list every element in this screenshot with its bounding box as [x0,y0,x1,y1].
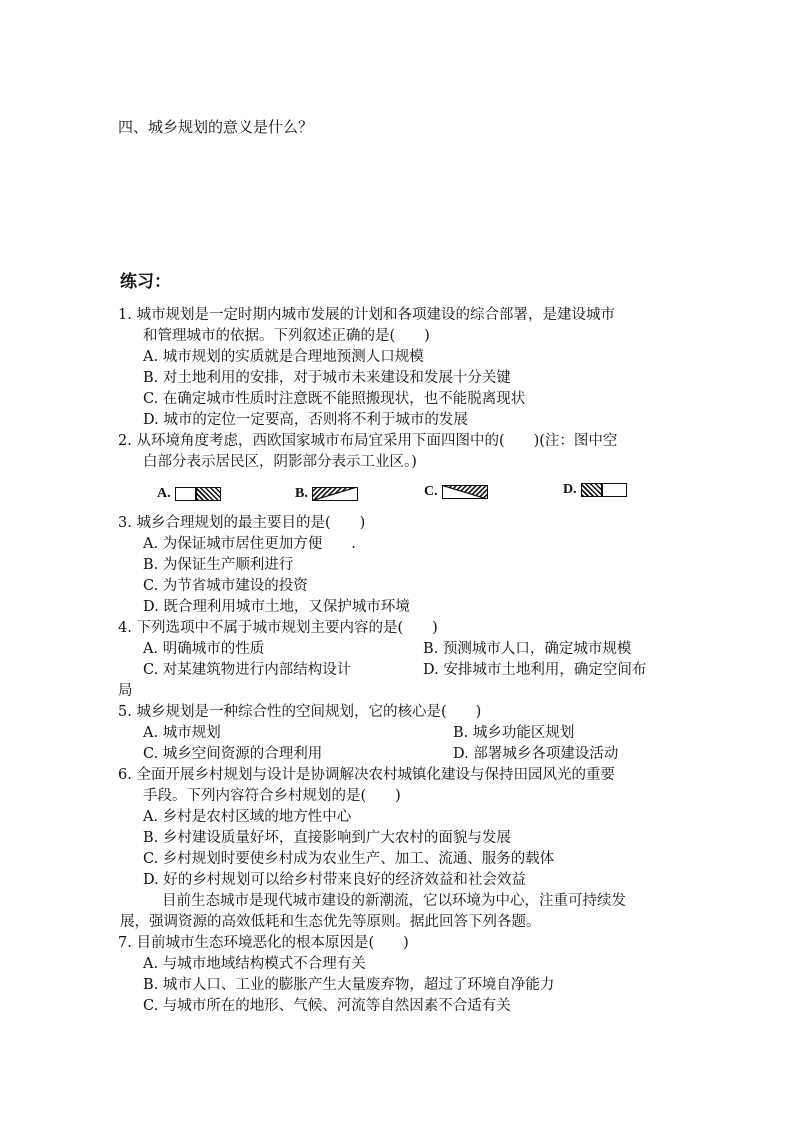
diagram-b-label: B. [295,486,308,501]
passage-line2: 展，强调资源的高效低耗和生态优先等原则。据此回答下列各题。 [120,914,541,930]
q1-option-d: D. 城市的定位一定要高，否则将不利于城市的发展 [143,412,468,428]
q7-option-a: A. 与城市地域结构模式不合理有关 [143,956,366,972]
q2-stem-line1: 2. 从环境角度考虑，西欧国家城市布局宜采用下面四图中的( )(注：图中空 [118,433,618,449]
q4-option-c: C. 对某建筑物进行内部结构设计 [143,662,352,678]
q1-option-a: A. 城市规划的实质就是合理地预测人口规模 [143,349,424,365]
q7-option-c: C. 与城市所在的地形、气候、河流等自然因素不合适有关 [143,998,511,1014]
q7-stem: 7. 目前城市生态环境恶化的根本原因是( ) [118,935,409,951]
q6-stem-line2: 手段。下列内容符合乡村规划的是( ) [143,788,401,804]
diagram-option-c [424,484,488,500]
diagram-option-b [295,486,358,502]
q4-stem: 4. 下列选项中不属于城市规划主要内容的是( ) [118,620,438,636]
q6-option-d: D. 好的乡村规划可以给乡村带来良好的经济效益和社会效益 [143,872,526,888]
q1-stem-line1: 1. 城市规划是一定时期内城市发展的计划和各项建设的综合部署，是建设城市 [118,307,615,323]
q5-option-c: C. 城乡空间资源的合理利用 [143,746,323,762]
q4-option-d: D. 安排城市土地利用，确定空间布 [423,662,647,678]
q5-stem: 5. 城乡规划是一种综合性的空间规划，它的核心是( ) [118,704,482,720]
passage-line1: 目前生态城市是现代城市建设的新潮流，它以环境为中心，注重可持续发 [162,893,626,909]
q4-option-b: B. 预测城市人口，确定城市规模 [423,641,632,657]
q5-option-d: D. 部署城乡各项建设活动 [453,746,619,762]
section-four-title: 四、城乡规划的意义是什么？ [118,118,314,136]
q3-option-d: D. 既合理利用城市土地，又保护城市环境 [143,599,410,615]
diagram-d-label: D. [563,482,577,497]
q6-option-a: A. 乡村是农村区域的地方性中心 [143,809,352,825]
q2-stem-line2: 白部分表示居民区，阴影部分表示工业区。) [143,454,417,470]
diagram-a-label: A. [157,486,171,501]
exercises-heading: 练习： [120,272,171,292]
q3-stem: 3. 城乡合理规划的最主要目的是( ) [118,515,366,531]
q7-option-b: B. 城市人口、工业的膨胀产生大量废弃物，超过了环境自净能力 [143,977,555,993]
q1-option-c: C. 在确定城市性质时注意既不能照搬现状，也不能脱离现状 [143,391,526,407]
q6-option-c: C. 乡村规划时要使乡村成为农业生产、加工、流通、服务的载体 [143,851,555,867]
q4-option-a: A. 明确城市的性质 [143,641,265,657]
q3-option-b: B. 为保证生产顺利进行 [143,557,294,573]
diagram-a-box [175,487,221,501]
diagram-d-box [581,483,627,497]
q6-stem-line1: 6. 全面开展乡村规划与设计是协调解决农村城镇化建设与保持田园风光的重要 [118,767,615,783]
q1-stem-line2: 和管理城市的依据。下列叙述正确的是( ) [143,328,430,344]
q5-option-b: B. 城乡功能区规划 [453,725,575,741]
q3-option-c: C. 为节省城市建设的投资 [143,578,308,594]
q1-option-b: B. 对土地利用的安排，对于城市未来建设和发展十分关键 [143,370,511,386]
q5-option-a: A. 城市规划 [143,725,221,741]
q4-option-d-continuation: 局 [118,683,133,699]
q6-option-b: B. 乡村建设质量好坏，直接影响到广大农村的面貌与发展 [143,830,511,846]
diagram-c-label: C. [424,484,438,499]
diagram-b-box [312,487,358,501]
diagram-c-box [442,485,488,499]
q3-option-a: A. 为保证城市居住更加方便 . [143,536,356,552]
diagram-option-d [563,482,627,498]
diagram-option-a [157,486,221,502]
